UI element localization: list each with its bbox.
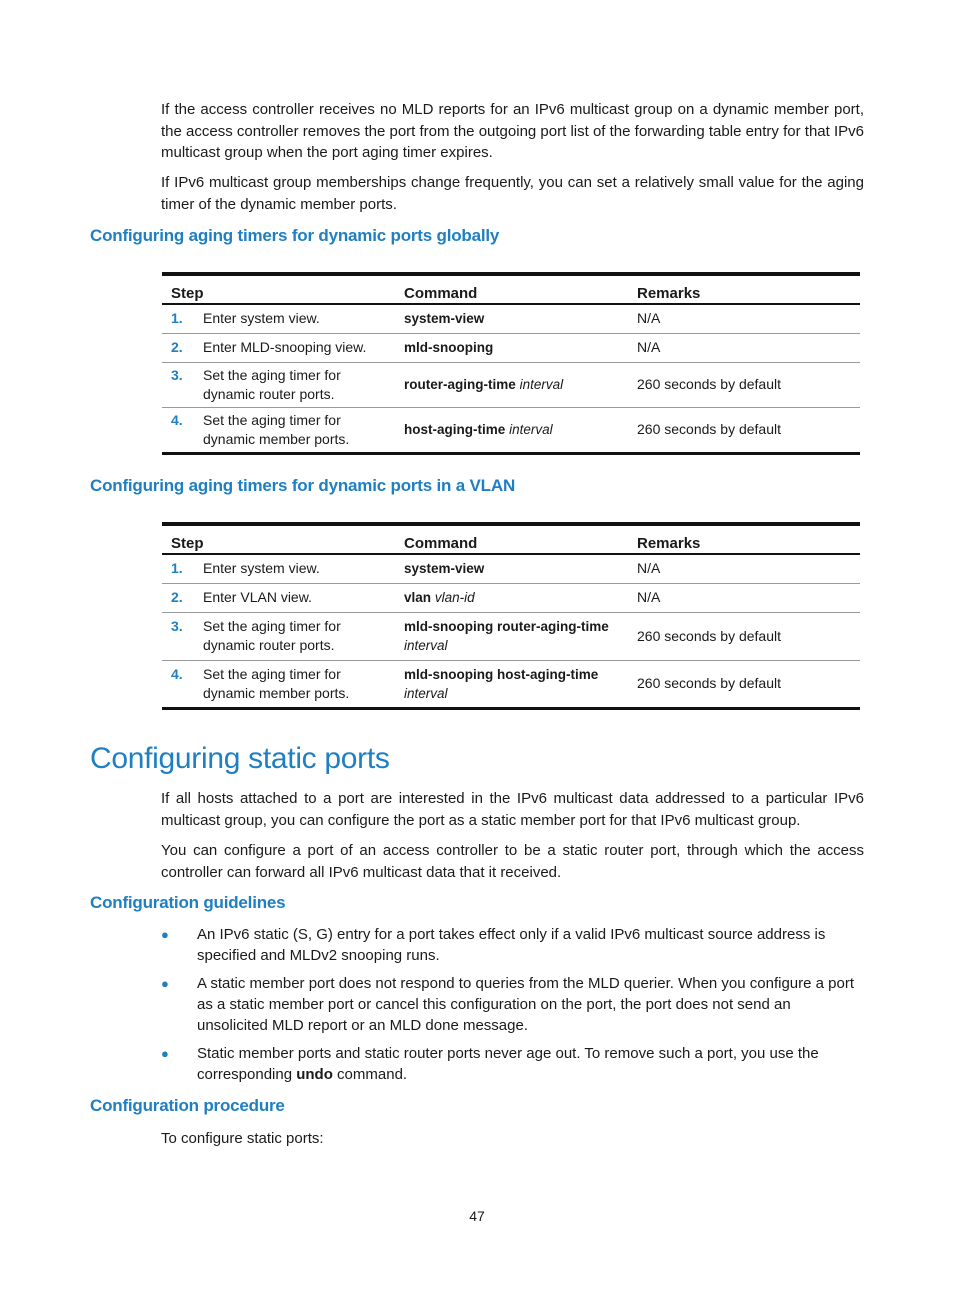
step-text: Enter VLAN view. <box>203 589 312 605</box>
header-remarks: Remarks <box>628 274 860 304</box>
list-item <box>161 973 864 1036</box>
table-row <box>162 304 860 333</box>
static-ports-paragraph-2: You can configure a port of an access controller to be a static router port, through which the access controller can forward all IPv6 multicast data that it received. <box>161 842 864 881</box>
guidelines-list <box>161 924 864 1092</box>
step-text: Set the aging timer for dynamic router ports. <box>203 618 341 653</box>
step-text: Enter system view. <box>203 310 320 327</box>
static-ports-paragraph-1: If all hosts attached to a port are interested in the IPv6 multicast data addressed to a particular IPv6 multicast group, you can configure the port as a static member port for that IPv6 multicast group. <box>161 790 864 829</box>
command-argument: interval <box>404 685 448 701</box>
command-keyword: mld-snooping <box>404 340 494 355</box>
remarks-cell: N/A <box>637 560 661 577</box>
bullet-icon: ● <box>161 1046 169 1061</box>
command-keyword: router-aging-time <box>404 377 516 392</box>
remarks-cell: 260 seconds by default <box>628 362 860 407</box>
step-number: 1. <box>171 560 183 577</box>
bullet-text-post: command. <box>332 1066 408 1083</box>
heading-vlan-aging: Configuring aging timers for dynamic ports in a VLAN <box>90 476 516 495</box>
command-argument: interval <box>404 638 448 653</box>
header-step: Step <box>162 274 395 304</box>
table-row <box>162 333 860 362</box>
bullet-text-pre: Static member ports and static router ports never age out. To remove such a port, you use the corresponding <box>197 1045 819 1083</box>
procedure-intro: To configure static ports: <box>161 1130 324 1147</box>
command-argument: interval <box>519 377 564 392</box>
step-number: 4. <box>171 665 183 682</box>
section-title-static-ports: Configuring static ports <box>90 742 390 775</box>
table-row <box>162 407 860 453</box>
intro-paragraph-1: If the access controller receives no MLD reports for an IPv6 multicast group on a dynamic member port, the access controller removes the port from the outgoing port list of the forwarding table entry for that IPv6 multicast group when the port aging timer expires. <box>161 101 864 161</box>
step-number: 4. <box>171 411 183 428</box>
table-vlan-aging <box>162 522 860 710</box>
heading-configuration-procedure: Configuration procedure <box>90 1096 285 1115</box>
table-header-row <box>162 274 860 304</box>
bullet-icon: ● <box>161 927 169 942</box>
command-keyword: vlan <box>404 590 432 605</box>
list-item <box>161 1043 864 1085</box>
header-command: Command <box>395 274 628 304</box>
table-global-aging <box>162 272 860 455</box>
page-number: 47 <box>469 1208 485 1224</box>
step-text: Set the aging timer for dynamic member ports. <box>203 411 350 447</box>
header-step: Step <box>162 524 395 554</box>
command-argument: vlan-id <box>434 590 475 605</box>
table-row <box>162 362 860 407</box>
command-argument: interval <box>509 422 553 437</box>
step-number: 3. <box>171 366 183 383</box>
bullet-text: An IPv6 static (S, G) entry for a port takes effect only if a valid IPv6 multicast source address is specified and MLDv2 snooping runs. <box>197 926 826 964</box>
table-row <box>162 554 860 583</box>
remarks-cell: 260 seconds by default <box>628 407 860 453</box>
bullet-icon: ● <box>161 976 169 991</box>
remarks-cell: N/A <box>637 310 661 327</box>
list-item <box>161 924 864 966</box>
heading-configuration-guidelines: Configuration guidelines <box>90 893 286 912</box>
remarks-cell: N/A <box>628 583 860 612</box>
intro-paragraph-2: If IPv6 multicast group memberships change frequently, you can set a relatively small value for the aging timer of the dynamic member ports. <box>161 174 864 213</box>
step-text: Enter system view. <box>203 560 320 577</box>
command-keyword: system-view <box>404 311 485 327</box>
step-text: Enter MLD-snooping view. <box>203 339 367 355</box>
step-number: 2. <box>171 589 183 605</box>
bullet-text-command: undo <box>296 1066 333 1083</box>
step-text: Set the aging timer for dynamic member ports. <box>203 665 350 701</box>
header-command: Command <box>395 524 628 554</box>
table-row <box>162 660 860 708</box>
step-number: 3. <box>171 618 183 634</box>
bullet-text: A static member port does not respond to queries from the MLD querier. When you configure a port as a static member port or cancel this configuration on the port, the port does not send an unsolicited MLD report or an MLD done message. <box>197 975 855 1034</box>
command-keyword: mld-snooping router-aging-time <box>404 619 609 634</box>
step-number: 1. <box>171 310 183 327</box>
command-keyword: host-aging-time <box>404 422 506 437</box>
remarks-cell: N/A <box>628 333 860 362</box>
step-text: Set the aging timer for dynamic router ports. <box>203 366 341 402</box>
table-header-row <box>162 524 860 554</box>
remarks-cell: 260 seconds by default <box>628 660 860 708</box>
table-row <box>162 583 860 612</box>
step-number: 2. <box>171 339 183 355</box>
header-remarks: Remarks <box>628 524 860 554</box>
heading-global-aging: Configuring aging timers for dynamic ports globally <box>90 226 500 245</box>
command-keyword: system-view <box>404 561 485 577</box>
command-keyword: mld-snooping host-aging-time <box>404 666 599 682</box>
table-row <box>162 612 860 660</box>
remarks-cell: 260 seconds by default <box>628 612 860 660</box>
